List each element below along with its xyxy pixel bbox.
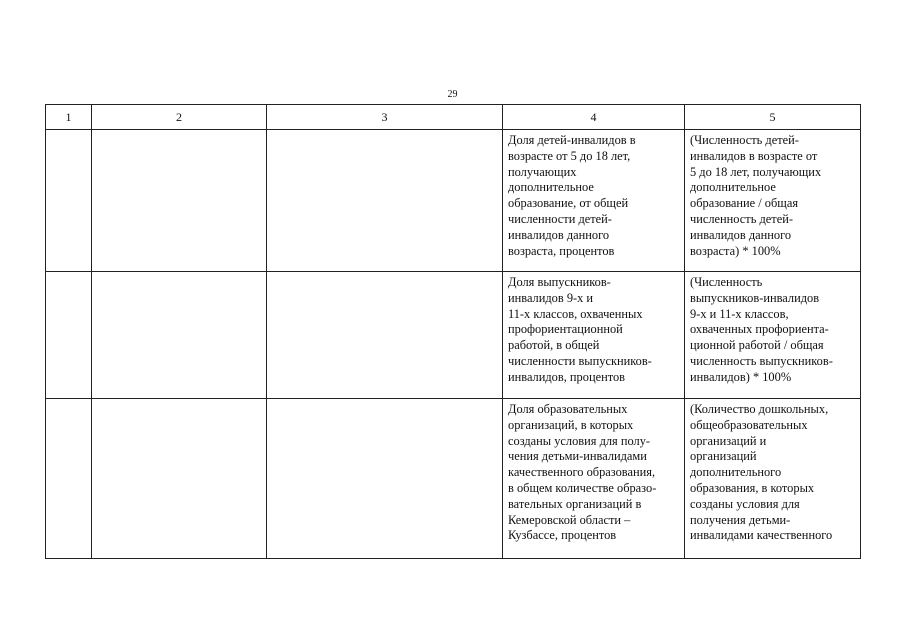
- row2-col1-cell: [46, 272, 92, 399]
- row1-indicator-cell: [503, 130, 685, 272]
- row2-col1-text: [46, 272, 91, 275]
- row2-indicator-cell: [503, 272, 685, 399]
- row1-col3-text: [267, 130, 502, 133]
- header-col-5: 5: [685, 105, 861, 130]
- row3-col3-text: [267, 399, 502, 402]
- table-row: [46, 272, 861, 399]
- row3-col3-cell: [267, 399, 503, 559]
- row2-formula-text: (Численность выпускников-инвалидов 9-х и 11-х классов, охваченных профориента- ционной работой / общая численность выпускников- инвалидов) * 100%: [690, 275, 833, 384]
- header-col-2: 2: [92, 105, 267, 130]
- row1-formula-cell: [685, 130, 861, 272]
- row3-formula-cell: [685, 399, 861, 559]
- indicators-table: [45, 104, 861, 559]
- row3-col1-cell: [46, 399, 92, 559]
- row2-indicator-text: Доля выпускников- инвалидов 9-х и 11-х классов, охваченных профориентационной работой, в общей численности выпускников- инвалидов, процентов: [508, 275, 652, 384]
- header-col-4: 4: [503, 105, 685, 130]
- row1-col3-cell: [267, 130, 503, 272]
- row3-formula-text: (Количество дошкольных, общеобразовательных организаций и организаций дополнительного образования, в которых созданы условия для получения детьми- инвалидами качественного: [690, 402, 833, 543]
- header-col-3: 3: [267, 105, 503, 130]
- row3-indicator-text: Доля образовательных организаций, в которых созданы условия для полу- чения детьми-инвалидами качественного образования, в общем количестве образо- вательных организаций в Кемеровской области – Кузбассе, процентов: [508, 402, 657, 543]
- header-col-1: 1: [46, 105, 92, 130]
- row2-col3-text: [267, 272, 502, 275]
- table-header-row: [46, 105, 861, 130]
- row3-indicator-cell: [503, 399, 685, 559]
- row1-formula-text: (Численность детей- инвалидов в возрасте от 5 до 18 лет, получающих дополнительное образование / общая численность детей- инвалидов данного возраста) * 100%: [690, 133, 822, 258]
- row2-formula-cell: [685, 272, 861, 399]
- row3-col1-text: [46, 399, 91, 402]
- page-number: 29: [447, 89, 458, 100]
- row1-col2-cell: [92, 130, 267, 272]
- row2-col3-cell: [267, 272, 503, 399]
- row3-col2-cell: [92, 399, 267, 559]
- row1-col1-text: [46, 130, 91, 133]
- row2-col2-text: [92, 272, 266, 275]
- row1-col2-text: [92, 130, 266, 133]
- row1-indicator-text: Доля детей-инвалидов в возрасте от 5 до 18 лет, получающих дополнительное образование, от общей численности детей- инвалидов данного возраста, процентов: [508, 133, 636, 258]
- row2-col2-cell: [92, 272, 267, 399]
- row3-col2-text: [92, 399, 266, 402]
- table-row: [46, 399, 861, 559]
- table-row: [46, 130, 861, 272]
- row1-col1-cell: [46, 130, 92, 272]
